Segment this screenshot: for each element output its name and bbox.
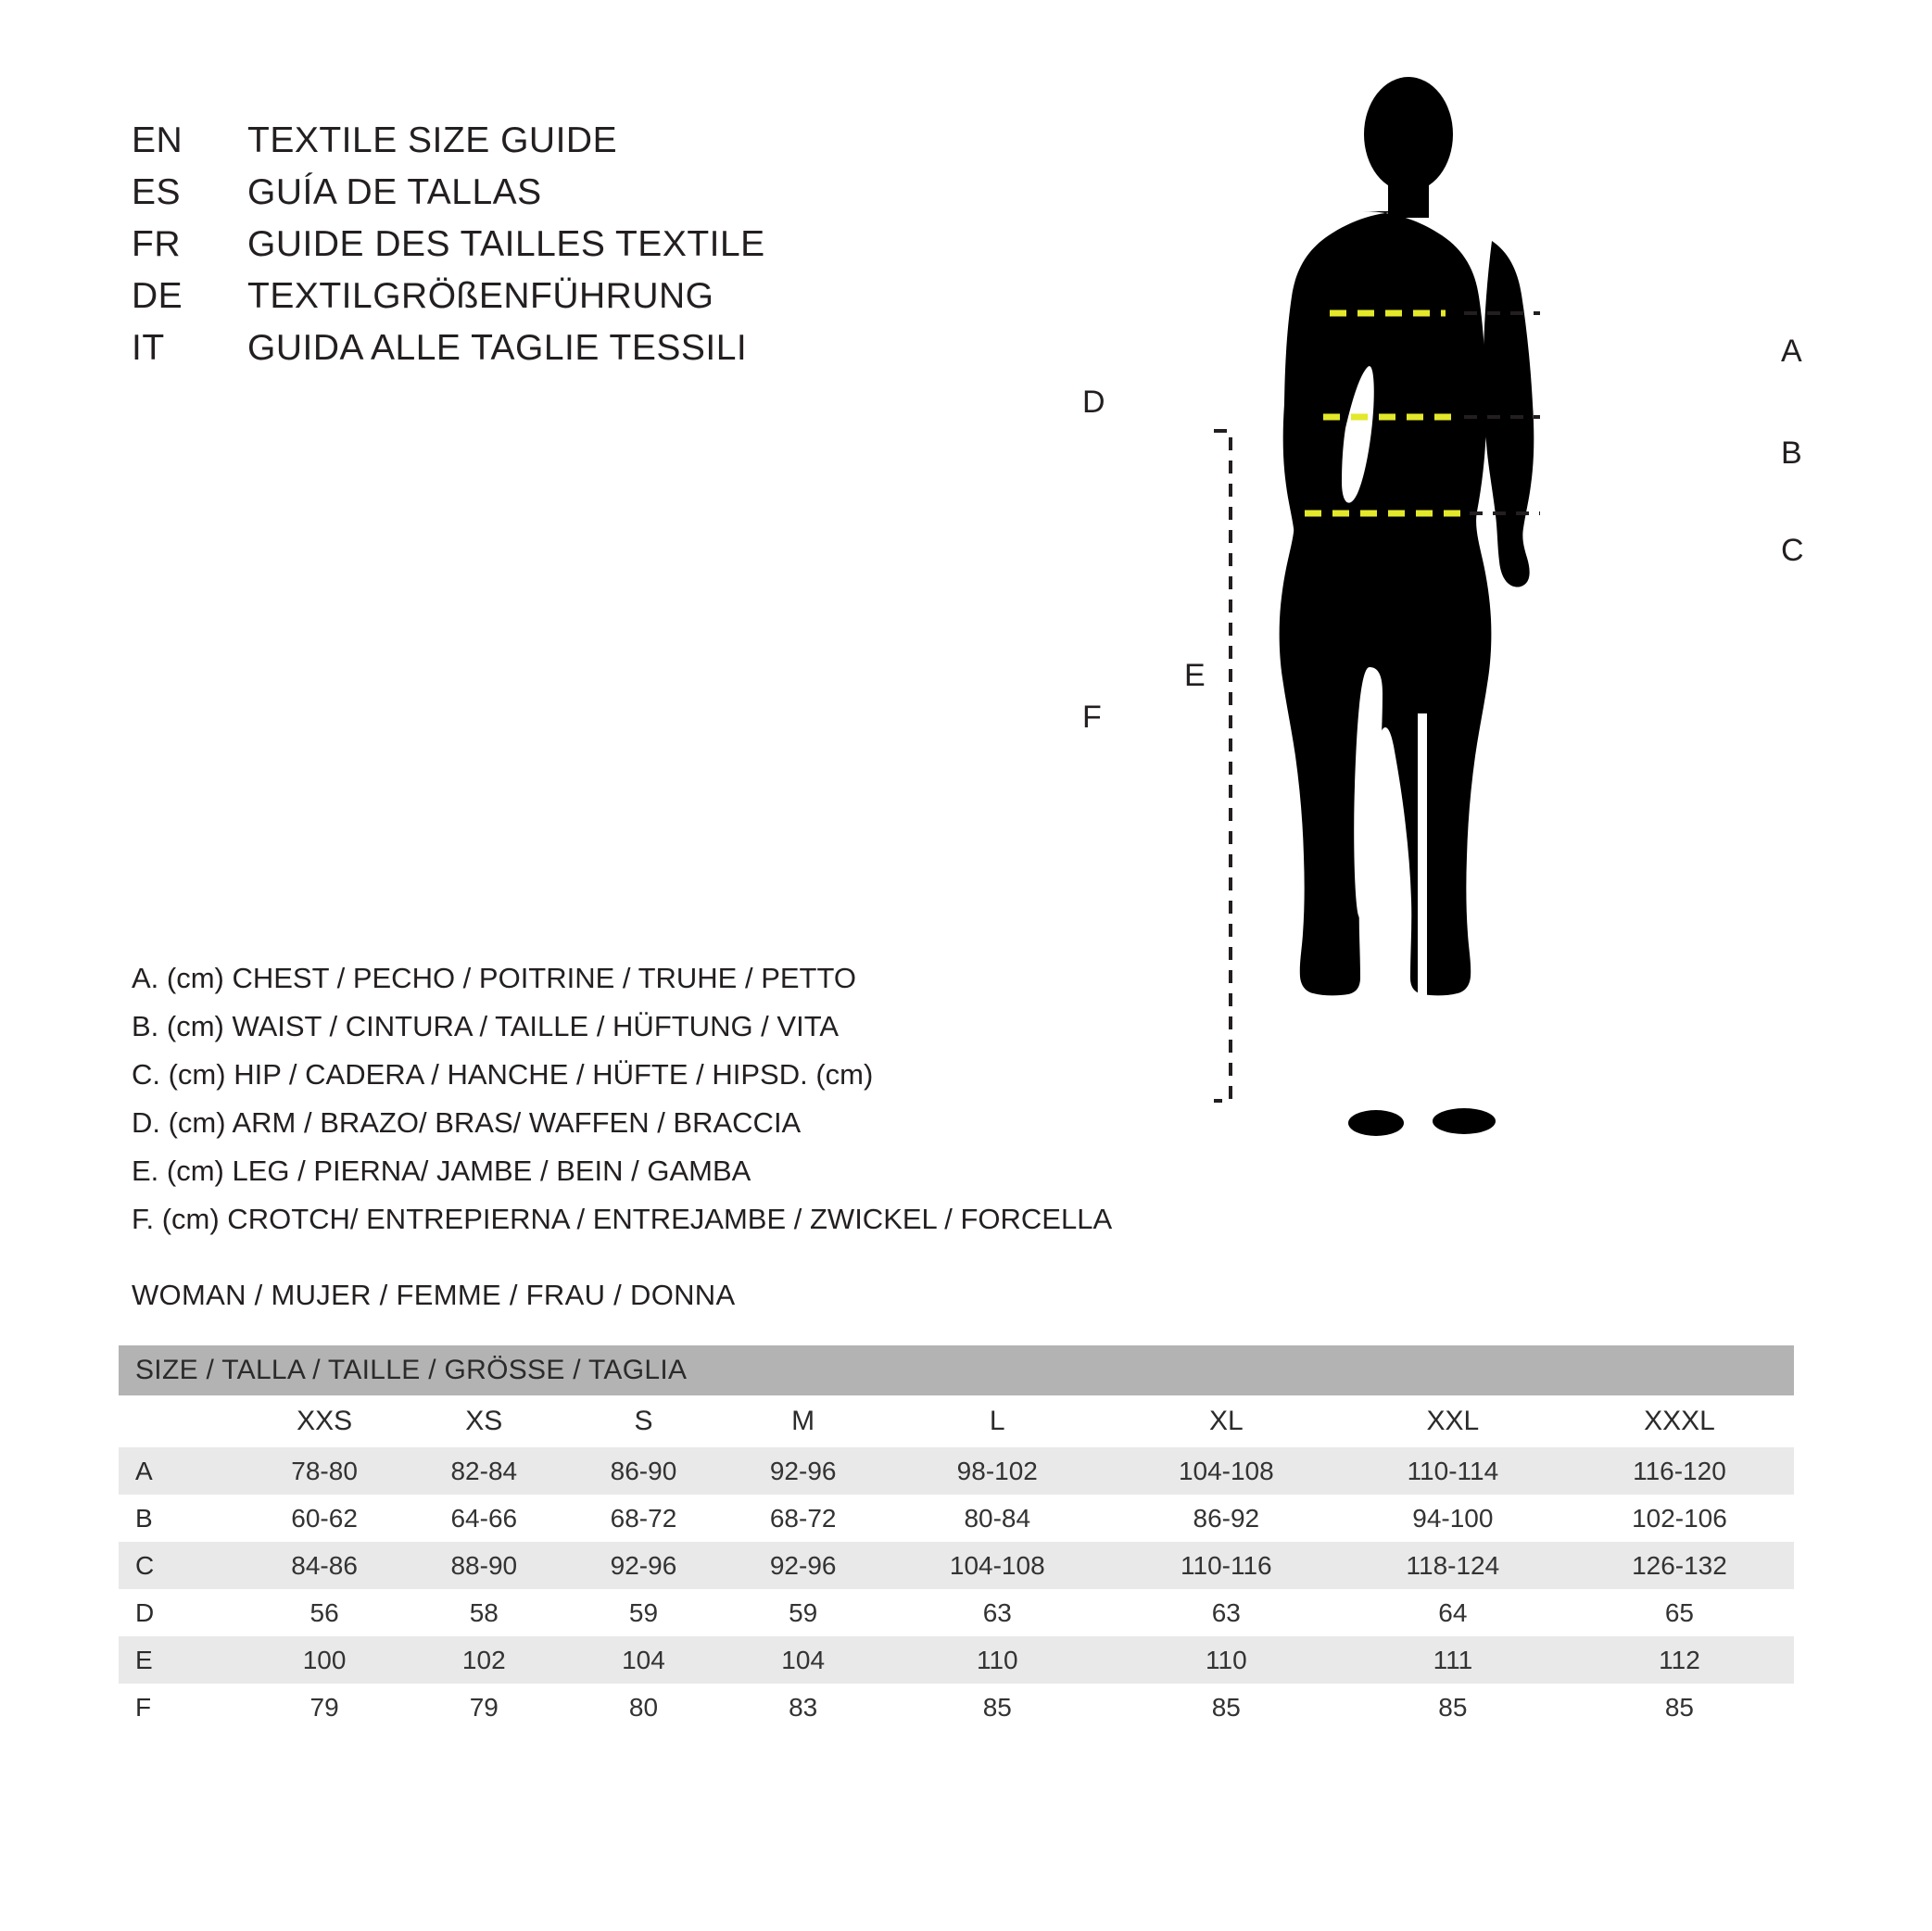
table-sizes-row	[119, 1395, 1794, 1447]
cell-c-xl: 110-116	[1112, 1542, 1341, 1589]
title-lang-fr: FR	[132, 224, 181, 264]
cell-e-xxl: 111	[1341, 1636, 1565, 1684]
cell-e-s: 104	[563, 1636, 723, 1684]
cell-d-l: 63	[883, 1589, 1112, 1636]
cell-e-xxxl: 112	[1565, 1636, 1794, 1684]
cell-a-m: 92-96	[724, 1447, 883, 1495]
cell-b-xxs: 60-62	[245, 1495, 404, 1542]
table-row	[119, 1542, 1794, 1589]
cell-c-xs: 88-90	[404, 1542, 563, 1589]
title-row-de	[132, 276, 966, 328]
sizes-row-corner	[119, 1395, 245, 1447]
size-col-xxxl: XXXL	[1565, 1395, 1794, 1447]
row-label-d: D	[119, 1589, 245, 1636]
cell-f-s: 80	[563, 1684, 723, 1731]
table-row	[119, 1684, 1794, 1731]
legend-item-d: D. (cm) ARM / BRAZO/ BRAS/ WAFFEN / BRACCIA	[132, 1106, 802, 1139]
figure-svg	[1140, 65, 1918, 1269]
title-row-en	[132, 120, 966, 172]
measurement-diagram	[1082, 65, 1918, 1269]
table-header-label: SIZE / TALLA / TAILLE / GRÖSSE / TAGLIA	[119, 1345, 1794, 1395]
title-text-it: GUIDA ALLE TAGLIE TESSILI	[247, 328, 748, 368]
cell-e-m: 104	[724, 1636, 883, 1684]
cell-f-xl: 85	[1112, 1684, 1341, 1731]
row-label-b: B	[119, 1495, 245, 1542]
title-lang-en: EN	[132, 120, 183, 160]
row-label-c: C	[119, 1542, 245, 1589]
cell-b-s: 68-72	[563, 1495, 723, 1542]
cell-f-xxl: 85	[1341, 1684, 1565, 1731]
cell-a-xxxl: 116-120	[1565, 1447, 1794, 1495]
title-block	[132, 120, 966, 380]
dim-label-b: B	[1781, 435, 1802, 471]
table-row	[119, 1589, 1794, 1636]
cell-f-xs: 79	[404, 1684, 563, 1731]
category-caption: WOMAN / MUJER / FEMME / FRAU / DONNA	[132, 1279, 736, 1311]
dim-label-e: E	[1184, 658, 1206, 693]
legend-block	[132, 954, 1197, 1243]
title-text-fr: GUIDE DES TAILLES TEXTILE	[247, 224, 765, 264]
leg-bracket-e	[1214, 431, 1231, 1101]
cell-d-xxxl: 65	[1565, 1589, 1794, 1636]
cell-d-s: 59	[563, 1589, 723, 1636]
title-text-de: TEXTILGRÖßENFÜHRUNG	[247, 276, 714, 316]
cell-c-l: 104-108	[883, 1542, 1112, 1589]
legend-item-b: B. (cm) WAIST / CINTURA / TAILLE / HÜFTUNG / VITA	[132, 1010, 840, 1042]
cell-a-xl: 104-108	[1112, 1447, 1341, 1495]
row-label-e: E	[119, 1636, 245, 1684]
table-header-band	[119, 1345, 1794, 1395]
cell-e-xxs: 100	[245, 1636, 404, 1684]
cell-e-l: 110	[883, 1636, 1112, 1684]
cell-a-l: 98-102	[883, 1447, 1112, 1495]
title-lang-de: DE	[132, 276, 183, 316]
cell-b-xxxl: 102-106	[1565, 1495, 1794, 1542]
cell-c-xxs: 84-86	[245, 1542, 404, 1589]
cell-a-xxl: 110-114	[1341, 1447, 1565, 1495]
row-label-f: F	[119, 1684, 245, 1731]
title-lang-es: ES	[132, 172, 182, 212]
cell-c-m: 92-96	[724, 1542, 883, 1589]
legend-item-f: F. (cm) CROTCH/ ENTREPIERNA / ENTREJAMBE / ZWICKEL / FORCELLA	[132, 1203, 1113, 1235]
cell-a-xs: 82-84	[404, 1447, 563, 1495]
size-table	[119, 1345, 1794, 1731]
table-row	[119, 1447, 1794, 1495]
cell-c-xxxl: 126-132	[1565, 1542, 1794, 1589]
cell-d-xl: 63	[1112, 1589, 1341, 1636]
table-row	[119, 1495, 1794, 1542]
cell-b-xs: 64-66	[404, 1495, 563, 1542]
table-row	[119, 1636, 1794, 1684]
title-row-it	[132, 328, 966, 380]
cell-e-xs: 102	[404, 1636, 563, 1684]
size-col-s: S	[563, 1395, 723, 1447]
cell-f-m: 83	[724, 1684, 883, 1731]
cell-b-m: 68-72	[724, 1495, 883, 1542]
cell-d-xs: 58	[404, 1589, 563, 1636]
title-text-en: TEXTILE SIZE GUIDE	[247, 120, 618, 160]
dim-label-f: F	[1082, 700, 1102, 735]
cell-d-m: 59	[724, 1589, 883, 1636]
legend-item-a: A. (cm) CHEST / PECHO / POITRINE / TRUHE / PETTO	[132, 962, 856, 994]
dim-label-c: C	[1781, 533, 1804, 568]
cell-a-s: 86-90	[563, 1447, 723, 1495]
size-col-xxs: XXS	[245, 1395, 404, 1447]
cell-a-xxs: 78-80	[245, 1447, 404, 1495]
dim-label-a: A	[1781, 334, 1802, 369]
cell-b-l: 80-84	[883, 1495, 1112, 1542]
cell-f-xxxl: 85	[1565, 1684, 1794, 1731]
cell-b-xxl: 94-100	[1341, 1495, 1565, 1542]
size-col-l: L	[883, 1395, 1112, 1447]
size-col-xxl: XXL	[1341, 1395, 1565, 1447]
cell-f-l: 85	[883, 1684, 1112, 1731]
legend-item-c: C. (cm) HIP / CADERA / HANCHE / HÜFTE / HIPSD. (cm)	[132, 1058, 874, 1091]
cell-b-xl: 86-92	[1112, 1495, 1341, 1542]
title-text-es: GUÍA DE TALLAS	[247, 172, 542, 212]
legend-item-e: E. (cm) LEG / PIERNA/ JAMBE / BEIN / GAMBA	[132, 1155, 751, 1187]
cell-c-s: 92-96	[563, 1542, 723, 1589]
size-col-m: M	[724, 1395, 883, 1447]
title-lang-it: IT	[132, 328, 165, 368]
size-col-xs: XS	[404, 1395, 563, 1447]
cell-f-xxs: 79	[245, 1684, 404, 1731]
row-label-a: A	[119, 1447, 245, 1495]
title-row-fr	[132, 224, 966, 276]
title-row-es	[132, 172, 966, 224]
woman-silhouette-icon	[1280, 77, 1534, 1136]
cell-c-xxl: 118-124	[1341, 1542, 1565, 1589]
cell-d-xxs: 56	[245, 1589, 404, 1636]
size-col-xl: XL	[1112, 1395, 1341, 1447]
cell-e-xl: 110	[1112, 1636, 1341, 1684]
dim-label-d: D	[1082, 385, 1105, 420]
cell-d-xxl: 64	[1341, 1589, 1565, 1636]
